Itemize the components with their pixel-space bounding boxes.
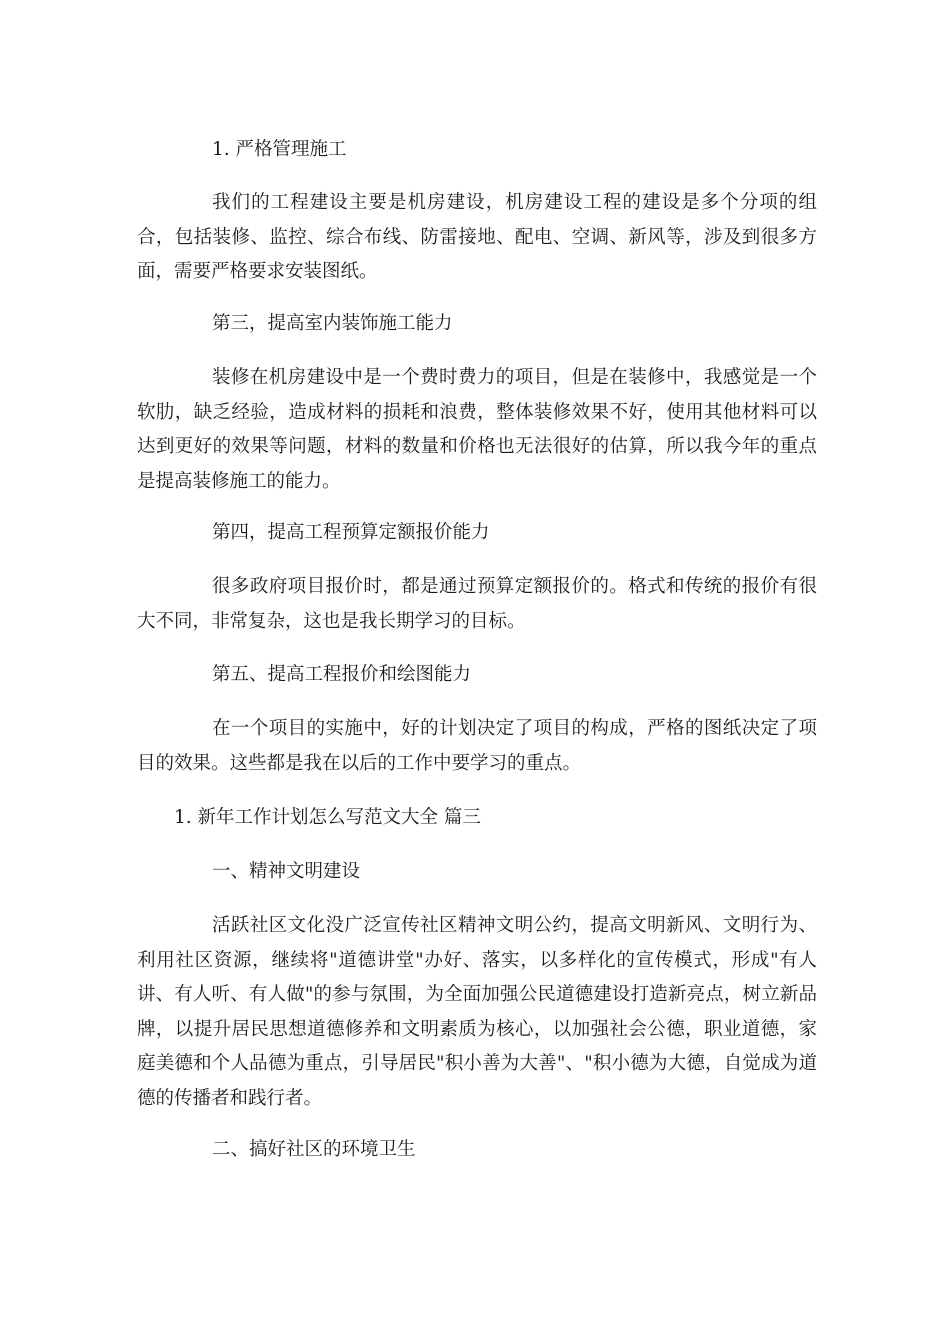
paragraph-decoration: 装修在机房建设中是一个费时费力的项目，但是在装修中，我感觉是一个软肋，缺乏经验，造成材料的损耗和浪费，整体装修效果不好，使用其他材料可以达到更好的效果等问题，材料的数量和价格也无法很好的估算，所以我今年的重点是提高装修施工的能力。 xyxy=(137,367,817,492)
section-title-part-three: 1. 新年工作计划怎么写范文大全 篇三 xyxy=(174,807,481,828)
heading-environmental-hygiene: 二、搞好社区的环境卫生 xyxy=(212,1139,416,1160)
paragraph-drawing: 在一个项目的实施中，好的计划决定了项目的构成，严格的图纸决定了项目的效果。这些都是我在以后的工作中要学习的重点。 xyxy=(137,718,817,774)
heading-third-decoration: 第三，提高室内装饰施工能力 xyxy=(212,313,453,334)
heading-spiritual-civilization: 一、精神文明建设 xyxy=(212,861,361,882)
heading-fourth-budget: 第四，提高工程预算定额报价能力 xyxy=(212,522,490,543)
paragraph-machine-room: 我们的工程建设主要是机房建设，机房建设工程的建设是多个分项的组合，包括装修、监控、综合布线、防雷接地、配电、空调、新风等，涉及到很多方面，需要严格要求安装图纸。 xyxy=(137,192,817,282)
heading-strict-construction: 1. 严格管理施工 xyxy=(212,139,347,160)
paragraph-community-culture: 活跃社区文化没广泛宣传社区精神文明公约，提高文明新风、文明行为、利用社区资源，继续将"道德讲堂"办好、落实，以多样化的宣传模式，形成"有人讲、有人听、有人做"的参与氛围，为全面加强公民道德建设打造新亮点，树立新品牌，以提升居民思想道德修养和文明素质为核心，以加强社会公德，职业道德，家庭美德和个人品德为重点，引导居民"积小善为大善"、"积小德为大德，自觉成为道德的传播者和践行者。 xyxy=(137,915,817,1109)
heading-fifth-drawing: 第五、提高工程报价和绘图能力 xyxy=(212,664,472,685)
paragraph-budget: 很多政府项目报价时，都是通过预算定额报价的。格式和传统的报价有很大不同，非常复杂，这也是我长期学习的目标。 xyxy=(137,576,817,632)
